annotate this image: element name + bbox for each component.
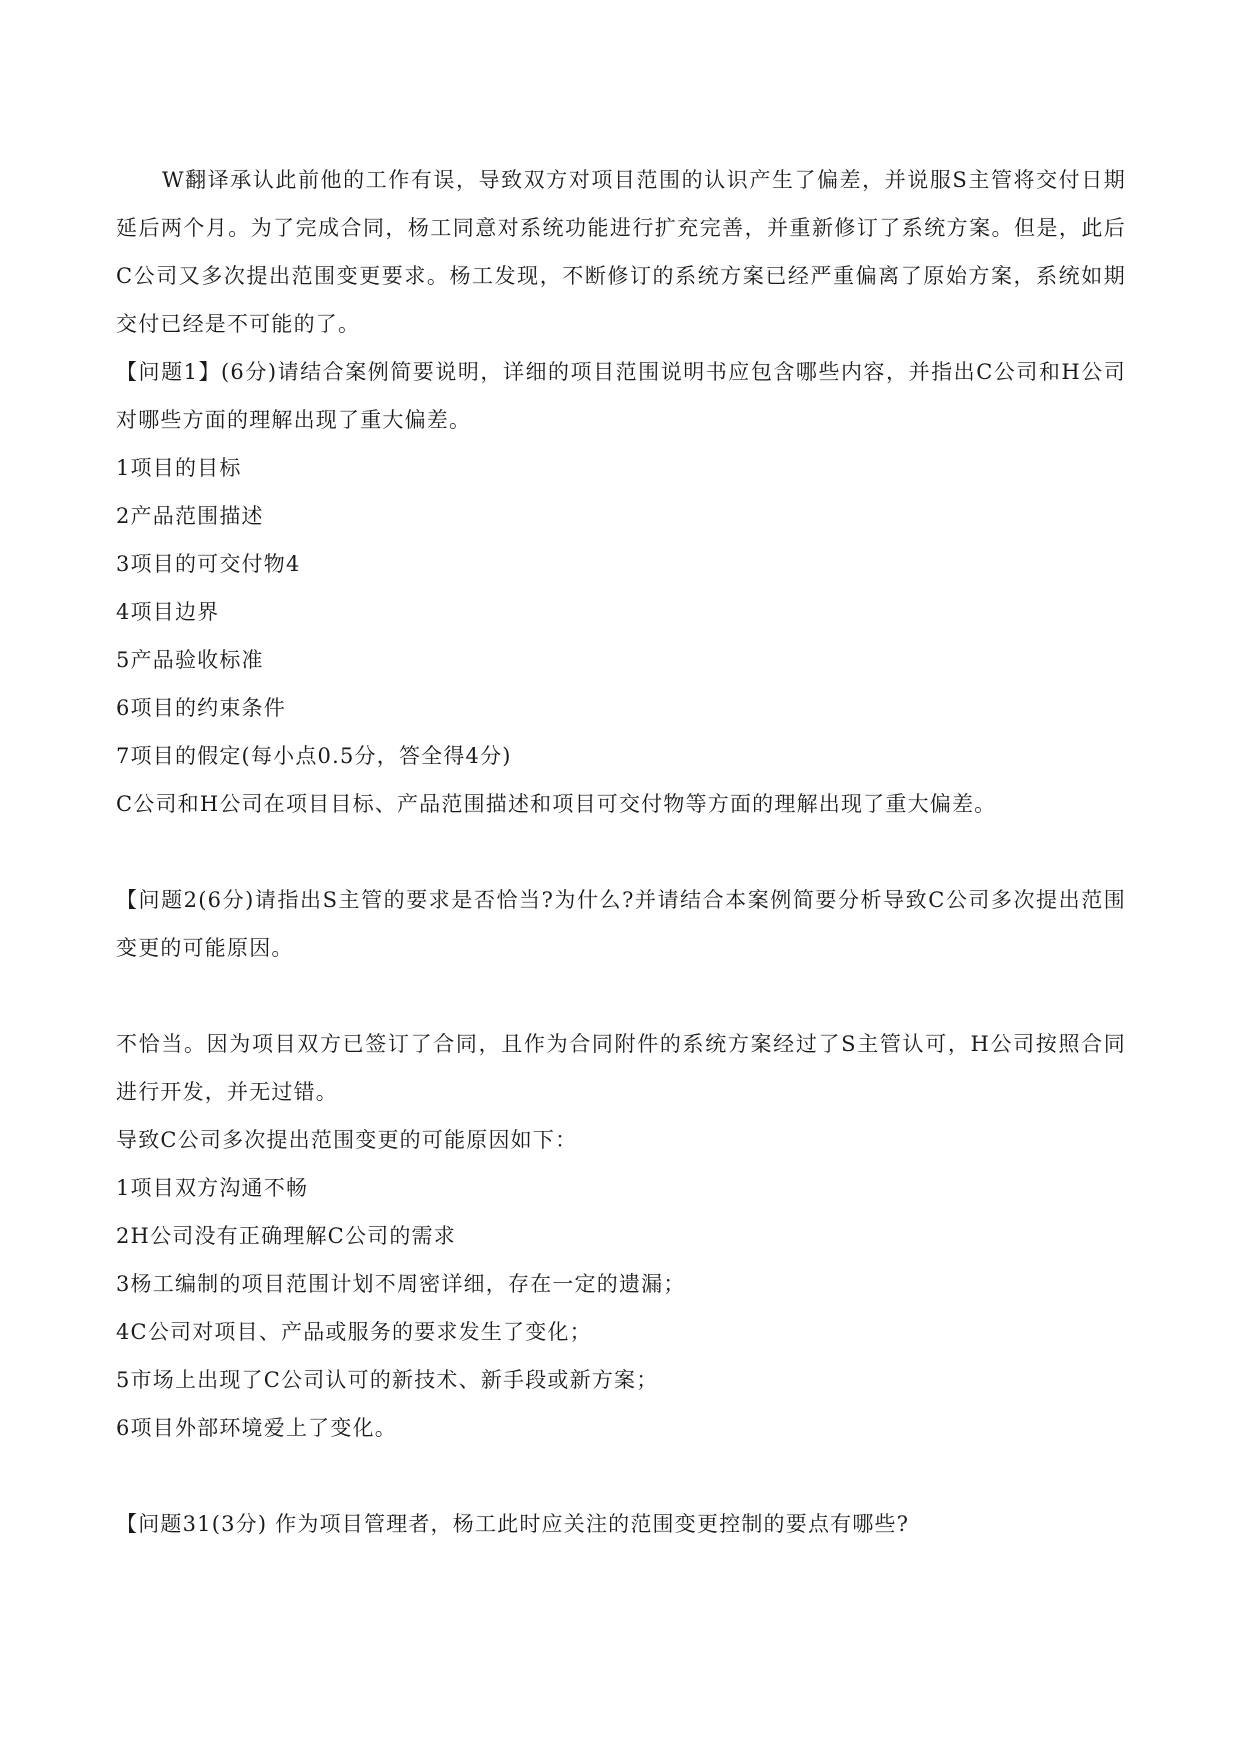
- question-2-cause: 4C公司对项目、产品或服务的要求发生了变化；: [116, 1320, 592, 1344]
- question-1-conclusion: C公司和H公司在项目目标、产品范围描述和项目可交付物等方面的理解出现了重大偏差。: [116, 792, 997, 816]
- document-page: [116, 156, 1126, 1548]
- question-2-cause: 3杨工编制的项目范围计划不周密详细，存在一定的遗漏；: [116, 1272, 686, 1296]
- question-2-text: 【问题2(6分)请指出S主管的要求是否恰当?为什么?并请结合本案例简要分析导致C公司多次提出范围变更的可能原因。: [116, 888, 1126, 960]
- question-1-item: 5产品验收标准: [116, 648, 264, 672]
- blank-line: [116, 972, 1126, 1020]
- question-1-item: 3项目的可交付物4: [116, 552, 301, 576]
- question-1-item: 4项目边界: [116, 600, 220, 624]
- question-2-cause: 5市场上出现了C公司认可的新技术、新手段或新方案；: [116, 1368, 659, 1392]
- question-2-cause: 6项目外部环境爱上了变化。: [116, 1416, 397, 1440]
- question-2-answer: 不恰当。因为项目双方已签订了合同，且作为合同附件的系统方案经过了S主管认可，H公司按照合同进行开发，并无过错。: [116, 1032, 1126, 1104]
- blank-line: [116, 1452, 1126, 1500]
- question-2-causes-intro: 导致C公司多次提出范围变更的可能原因如下：: [116, 1128, 578, 1152]
- question-3-text: 【问题31(3分) 作为项目管理者，杨工此时应关注的范围变更控制的要点有哪些?: [116, 1512, 910, 1536]
- question-1-item: 6项目的约束条件: [116, 696, 286, 720]
- question-1-item: 2产品范围描述: [116, 504, 264, 528]
- question-2-cause: 1项目双方沟通不畅: [116, 1176, 309, 1200]
- question-1-text: 【问题1】(6分)请结合案例简要说明，详细的项目范围说明书应包含哪些内容，并指出C公司和H公司对哪些方面的理解出现了重大偏差。: [116, 360, 1126, 432]
- question-2-cause-list: [116, 1164, 1126, 1452]
- question-1-item-list: [116, 444, 1126, 780]
- question-2-cause: 2H公司没有正确理解C公司的需求: [116, 1224, 456, 1248]
- blank-line: [116, 828, 1126, 876]
- question-1-item: 7项目的假定(每小点0.5分，答全得4分): [116, 744, 512, 768]
- question-1-item: 1项目的目标: [116, 456, 242, 480]
- intro-paragraph: W翻译承认此前他的工作有误，导致双方对项目范围的认识产生了偏差，并说服S主管将交付日期延后两个月。为了完成合同，杨工同意对系统功能进行扩充完善，并重新修订了系统方案。但是，此后C公司又多次提出范围变更要求。杨工发现，不断修订的系统方案已经严重偏离了原始方案，系统如期交付已经是不可能的了。: [116, 168, 1126, 336]
